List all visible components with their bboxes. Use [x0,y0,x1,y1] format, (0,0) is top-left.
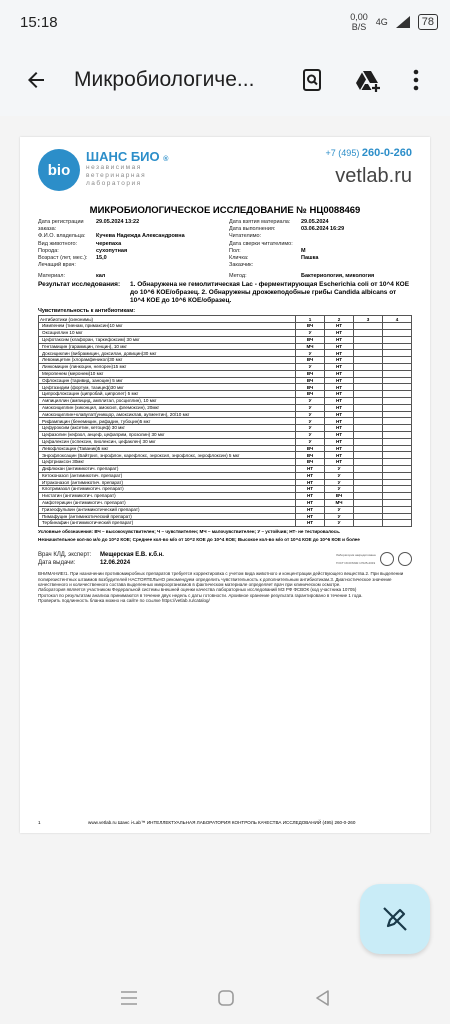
note-2: Лаборатория является участником Федеральной системы внешней оценки качества лабораторных исследований МЗ РФ ФСВОК (код участника 10705) [38,587,357,593]
status-indicators [350,12,438,32]
tagline-2: ветеринарная [86,172,147,179]
table-row [39,330,412,337]
sensitivity-cell [354,459,383,466]
table-row [39,343,412,350]
antibiotic-name: Дифлюкан (антимикотич. препарат) [39,465,296,472]
header-name: Антибиотики (синонимы) [39,316,296,323]
recents-button[interactable] [120,990,138,1011]
sensitivity-cell [383,465,412,472]
antibiotic-name: Ципрофлоксацин (ципробай, ципролет) 5 мкг [39,391,296,398]
sensitivity-cell: У [325,486,354,493]
info-value: сухопутная [96,247,128,254]
seal-icon [398,552,412,566]
recents-icon [120,990,138,1006]
sensitivity-cell [354,350,383,357]
table-row [39,452,412,459]
website: vetlab.ru [335,165,412,187]
sensitivity-cell [383,397,412,404]
sensitivity-cell: ВЧ [296,459,325,466]
info-field [229,255,412,262]
info-field [38,219,221,233]
sensitivity-cell: НТ [325,370,354,377]
table-row [39,418,412,425]
sensitivity-cell [383,459,412,466]
sensitivity-cell [383,438,412,445]
edit-fab-button[interactable] [360,884,430,954]
add-to-drive-button[interactable] [346,58,390,102]
sensitivity-cell: НТ [296,493,325,500]
table-row [39,336,412,343]
brand-name: ШАНС БИО ® [86,149,169,164]
signal-icon [396,16,410,28]
sensitivity-cell [383,499,412,506]
sensitivity-cell [383,377,412,384]
antibiotic-name: Меропенем (меронем)10 мкг [39,370,296,377]
accreditation-stamp [336,551,412,567]
right-fields [229,219,412,269]
info-field [38,241,221,248]
report-title: МИКРОБИОЛОГИЧЕСКОЕ ИССЛЕДОВАНИЕ № НЦ0088469 [89,205,361,216]
header-col-3: 3 [354,316,383,323]
signature-block [38,551,412,567]
issue-date-field: Дата выдачи: 12.06.2024 [38,560,131,567]
sensitivity-cell: НТ [325,418,354,425]
sensitivity-cell [354,364,383,371]
antibiotic-name: Цефазолин (кефзол, анцеф, цефаприм, прозолин) 30 мкг [39,431,296,438]
result-label: Результат исследования: [38,281,121,289]
sensitivity-cell: У [325,520,354,527]
table-row [39,397,412,404]
table-row [39,323,412,330]
table-row [39,404,412,411]
antibiotic-name: Доксициклин (вибрамицин, доксилан, довицин)30 мкг [39,350,296,357]
antibiotic-name: Энрофлоксацин (Байтрил, энрофлон, карефлокс, энроксил, энрофлокс, энрофлоксин) 5 мкг [39,452,296,459]
antibiotic-name: Гризеофульвин (антимикотический препарат) [39,506,296,513]
antibiotic-name: Гентамицин (гарамицин, генцин), 10 мкг [39,343,296,350]
status-bar [0,0,450,44]
info-field [229,226,412,233]
antibiotic-name: Пимафуцин (антимикотический препарат) [39,513,296,520]
table-row [39,493,412,500]
material-method [38,273,412,279]
sensitivity-cell [354,357,383,364]
sensitivity-cell: У [325,513,354,520]
table-row [39,479,412,486]
app-bar [0,44,450,116]
sensitivity-cell [383,350,412,357]
info-label: Дата взятия материала: [229,219,291,225]
antibiotic-name: Левомицетин (хлорамфеникол)30 мкг [39,357,296,364]
sensitivity-cell: НТ [296,506,325,513]
network-label: 4G [375,17,388,27]
antibiotic-name: Цефотаксим (клафоран, таркефоксим) 30 мкг [39,336,296,343]
antibiotic-name: Амоксициллин+клавулат(уникцор, амоксиклав, аугментин), 20/10 мкг [39,411,296,418]
sensitivity-cell [383,431,412,438]
sensitivity-cell [383,520,412,527]
sensitivity-cell [383,418,412,425]
stamp-text: Лаборатория аккредитована ГОСТ ИСО/МЭК 17025-2019 [336,553,376,566]
sensitivity-cell [383,493,412,500]
system-nav-bar [0,976,450,1024]
info-label: Лечащий врач: [38,262,76,269]
antibiotic-name: Цефтриаксон 30мкг [39,459,296,466]
table-row [39,486,412,493]
sensitivity-cell: НТ [296,479,325,486]
info-field [38,248,221,255]
info-label: Дата регистрации заказа: [38,219,84,233]
sensitivity-cell: НТ [296,520,325,527]
sensitivity-cell [354,499,383,506]
document-title: Микробиологиче... [74,68,255,91]
sensitivity-cell: У [296,425,325,432]
table-row [39,350,412,357]
sensitivity-cell: У [325,465,354,472]
antibiotic-name: Ампициллин (ампицид, амплитал, росциллин), 10 мкг [39,397,296,404]
footer-text: www.vetlab.ru Шанс i-Lab™ ИНТЕЛЛЕКТУАЛЬНАЯ ЛАБОРАТОРИЯ КОНТРОЛЬ КАЧЕСТВА ИССЛЕДОВАНИЙ (495) 260-0-260 [88,820,356,825]
sensitivity-cell: У [325,506,354,513]
sensitivity-cell: НТ [325,330,354,337]
sensitivity-cell [354,425,383,432]
info-value: черепаха [96,240,122,247]
note-3: Протокол по результатам анализа принимаются в течение двух недель с даты готовности. Архивное хранение результата гарантировано в течение 1 года. [38,592,363,598]
antibiotics-table [38,315,412,527]
back-button[interactable] [8,52,64,108]
home-icon [217,989,235,1007]
info-value: Кучева Надежда Александровна [96,233,185,240]
antibiotic-name: Цефалексин (оспексин, пиолексин, цефаклен) 30 мкг [39,438,296,445]
sensitivity-cell [383,370,412,377]
sensitivity-cell: НТ [325,445,354,452]
antibiotic-name: Кетоконазол (антимикотич. препарат) [39,472,296,479]
notes [38,571,412,603]
sensitivity-cell: ВЧ [296,336,325,343]
seal-icon [380,552,394,566]
sensitivity-cell: МЧ [296,343,325,350]
info-value: 15,0 [96,255,107,262]
table-row [39,472,412,479]
antibiotic-name: Рифампицин (бенемицин, рифадин, тубоцин)5 мкг [39,418,296,425]
antibiotic-name: Тербинафин (антимикотический препарат) [39,520,296,527]
sensitivity-cell: ВЧ [296,384,325,391]
sensitivity-cell: НТ [325,350,354,357]
antibiotic-name: Оксациллин 10 мкг [39,330,296,337]
sensitivity-cell [383,404,412,411]
sensitivity-cell: НТ [296,499,325,506]
sensitivity-cell: ВЧ [296,357,325,364]
table-row [39,425,412,432]
table-row [39,465,412,472]
sensitivity-cell [383,506,412,513]
sensitivity-cell: НТ [325,397,354,404]
antibiotic-name: Имипенем (тиенам, примаксин)10 мкг [39,323,296,330]
table-row [39,438,412,445]
info-value: Пашка [301,255,319,262]
sensitivity-cell [383,486,412,493]
sensitivity-cell: НТ [325,459,354,466]
sensitivity-cell [354,465,383,472]
sensitivity-cell [354,520,383,527]
sensitivity-cell [383,472,412,479]
letterhead [38,147,412,203]
sensitivity-cell: НТ [296,486,325,493]
antibiotic-name: Итраконазол (антимикотич. препарат) [39,479,296,486]
sensitivity-cell [383,343,412,350]
system-back-button[interactable] [314,989,330,1012]
info-label: Заказчик: [229,262,254,269]
sensitivity-cell: ВЧ [296,323,325,330]
sensitivity-cell: НТ [296,465,325,472]
note-4: Проверить подлинность бланка можно на сайте по ссылке https://vetlab.ru/catalog/ [38,598,210,604]
sensitivity-cell: НТ [325,323,354,330]
info-value: 29.05.2024 13:22 [96,219,140,225]
battery-level: 78 [421,15,434,28]
sensitivity-cell: ВЧ [296,391,325,398]
antibiotic-name: Левофлоксацин (Таваник)5 мкг [39,445,296,452]
sensitivity-cell [354,343,383,350]
table-row [39,391,412,398]
search-document-icon [300,68,324,92]
table-row [39,513,412,520]
table-row [39,431,412,438]
sensitivity-cell: НТ [325,452,354,459]
info-label: Ф.И.О. владельца: [38,233,86,240]
info-field [229,248,412,255]
sensitivity-cell: НТ [325,343,354,350]
header-col-1: 1 [296,316,325,323]
more-vert-icon [413,69,419,91]
more-options-button[interactable] [394,58,438,102]
sensitivity-cell [354,323,383,330]
status-time: 15:18 [20,13,58,31]
legend-2: Незначительное кол-во м/о до 10^2 КОЕ; Среднее кол-во м/о от 10^2 КОЕ до 10^4 КОЕ; Высокое кол-во м/о от 10^4 КОЕ до 10^6 КОЕ и более [38,537,360,543]
info-label: Кличка: [229,255,249,262]
edit-off-icon [380,904,410,934]
search-in-document-button[interactable] [290,58,334,102]
sensitivity-cell [383,452,412,459]
sensitivity-cell: МЧ [325,499,354,506]
sensitivity-cell: НТ [296,472,325,479]
table-row [39,520,412,527]
sensitivity-cell: НТ [325,425,354,432]
registered-mark: ® [163,156,169,163]
sensitivity-cell [354,418,383,425]
antibiotics-rows [39,323,412,527]
antibiotic-name: Амфотерицин (антимикотич. препарат) [39,499,296,506]
sensitivity-cell [354,486,383,493]
info-label: Читателимо: [229,233,262,240]
lab-logo [38,149,80,191]
sensitivity-cell [354,384,383,391]
sensitivity-cell: ВЧ [296,377,325,384]
home-button[interactable] [217,989,235,1012]
sensitivity-cell: НТ [325,377,354,384]
table-row [39,411,412,418]
method-field: Метод: Бактериология, микология [229,273,375,280]
table-row [39,445,412,452]
antibiotic-name: Офлоксацин (таривид, заноцин) 5 мкг [39,377,296,384]
info-field [229,262,412,269]
sensitivity-cell [354,431,383,438]
sensitivity-cell [354,438,383,445]
info-label: Порода: [38,247,59,254]
info-value: 29.05.2024 [301,219,329,225]
sensitivity-cell: ВЧ [296,452,325,459]
page-number: 1 [38,820,41,825]
sensitivity-cell: НТ [325,384,354,391]
info-label: Пол: [229,247,241,254]
sensitivity-cell [383,425,412,432]
sensitivity-cell [383,364,412,371]
antibiotic-name: Амоксициллин (хиконцил, амоксил, флемоксин), 20мкг [39,404,296,411]
sensitivity-cell [383,357,412,364]
antibiotic-name: Цефуроксим (аксетин, кетоцеф) 30 мкг [39,425,296,432]
result-field [38,281,412,305]
sensitivity-cell: ВЧ [325,493,354,500]
sensitivity-cell [383,445,412,452]
back-arrow-icon [24,68,48,92]
drive-add-icon [355,68,381,92]
doctor-field: Врач КЛД, эксперт: Мещерская Е.В. к.б.н. [38,552,164,559]
header-col-2: 2 [325,316,354,323]
info-value: М [301,247,306,254]
sensitivity-cell [354,479,383,486]
info-value: 03.06.2024 16:29 [301,226,345,233]
sensitivity-cell: НТ [325,438,354,445]
note-1: ВНИМАНИЕ!1. При назначении противомикробных препаратов требуется корректировка с учетом вида животного и концентрации действующего вещества.2. При выделении полирезистентных штаммов возбудителей НАСТОЯТЕЛЬНО рекомендуем определить чувствительность к дополнительным антибиотикам.3. Диагностическое значение качественного и количественного состава выделенных микроорганизмов в фактическом материале определяет врач при клиническом осмотре. [38,571,404,587]
sensitivity-cell [354,330,383,337]
left-fields [38,219,221,269]
info-field [38,233,221,240]
logo-text: bio [47,161,71,179]
sensitivity-cell [383,411,412,418]
sensitivity-cell [383,323,412,330]
net-speed-value: 0,00 [350,12,368,22]
sensitivity-cell: НТ [325,431,354,438]
sensitivity-cell: У [296,404,325,411]
sensitivity-cell: ВЧ [296,445,325,452]
sensitivity-cell: У [296,330,325,337]
sensitivity-cell [383,479,412,486]
antibiotic-name: Нистатин (антимикотич. препарат) [39,493,296,500]
info-label: Вид животного: [38,240,78,247]
sensitivity-cell [354,411,383,418]
sensitivity-cell: У [325,479,354,486]
info-label: Возраст (лет, мес.): [38,255,88,262]
sensitivity-cell [354,452,383,459]
antibiotic-name: Линкомицин (линкоцин, нелорен)15 мкг [39,364,296,371]
sensitivity-cell [354,472,383,479]
battery-icon [418,14,438,30]
sensitivity-cell: У [296,438,325,445]
sensitivity-cell: НТ [325,411,354,418]
table-row [39,499,412,506]
sensitivity-cell [383,330,412,337]
material-field: Материал: кал [38,273,106,280]
sensitivity-cell [383,336,412,343]
antibiotic-name: Цефтазидим (фортум, тазицеф)30 мкг [39,384,296,391]
table-row [39,506,412,513]
table-row [39,370,412,377]
sensitivity-cell [354,336,383,343]
patient-info [38,219,412,269]
info-field [38,262,221,269]
sensitivity-cell: У [296,411,325,418]
sensitivity-cell: НТ [296,513,325,520]
sensitivity-cell: У [296,431,325,438]
result-value: 1. Обнаружена не гемолитическая Lac - ферментирующая Escherichia coli от 10^4 КОЕ до 10^6 КОЕ/образец. 2. Обнаружены дрожжеподобные грибы Candida albicans от 10^4 КОЕ до 10^6 КОЕ/образец. [130,281,410,305]
phone: +7 (495) 260-0-260 [325,147,412,159]
sensitivity-cell: У [325,472,354,479]
sensitivity-cell [354,377,383,384]
sensitivity-cell [354,493,383,500]
document-page [20,137,430,833]
table-header [39,316,412,323]
sensitivity-cell: У [296,418,325,425]
sensitivity-title: Чувствительность к антибиотикам: [38,308,136,315]
sensitivity-cell [383,391,412,398]
sensitivity-cell [354,404,383,411]
sensitivity-cell: НТ [325,364,354,371]
info-field [229,233,412,240]
info-field [229,241,412,248]
info-label: Дата сверки читателимо: [229,240,293,247]
brand-block [86,149,168,188]
sensitivity-cell: У [296,350,325,357]
sensitivity-cell [354,513,383,520]
sensitivity-cell [354,506,383,513]
table-row [39,377,412,384]
sensitivity-cell [354,391,383,398]
net-speed-unit: B/S [351,22,367,32]
net-speed [350,12,368,32]
sensitivity-cell [354,397,383,404]
antibiotic-name: Клотримазол (антимикотич. препарат) [39,486,296,493]
sensitivity-cell: У [296,397,325,404]
contact-block [326,147,412,188]
tagline-3: лаборатория [86,180,142,187]
sensitivity-cell [383,513,412,520]
info-field [229,219,412,226]
sensitivity-cell: НТ [325,404,354,411]
table-row [39,384,412,391]
sensitivity-cell: ВЧ [296,370,325,377]
sensitivity-cell: У [296,364,325,371]
sensitivity-cell [383,384,412,391]
table-row [39,364,412,371]
legend-1: Условные обозначения: ВЧ – высокочувствителен; Ч – чувствителен; МЧ – малочувствителен; У – устойчив; НТ- не тестировалось. [38,529,341,535]
table-row [39,459,412,466]
sensitivity-cell [354,445,383,452]
table-row [39,357,412,364]
info-label: Дата выполнения: [229,226,276,233]
back-triangle-icon [314,989,330,1007]
sensitivity-cell [354,370,383,377]
sensitivity-cell: НТ [325,357,354,364]
sensitivity-cell: НТ [325,336,354,343]
page-footer [38,820,412,825]
sensitivity-cell: НТ [325,391,354,398]
tagline-1: независимая [86,164,142,171]
header-col-4: 4 [383,316,412,323]
